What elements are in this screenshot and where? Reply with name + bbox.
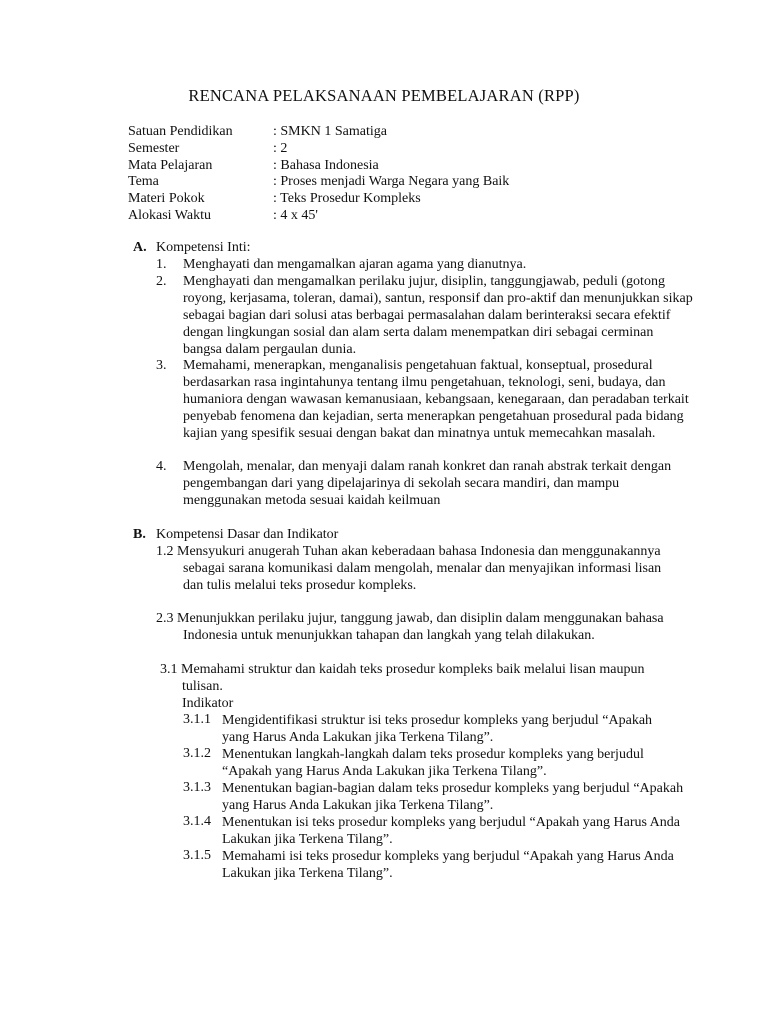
- ki-item-text: Menghayati dan mengamalkan perilaku jujur, disiplin, tanggungjawab, peduli (gotong royong, kerjasama, toleran, damai), santun, responsif dan pro-aktif dan menunjukkan sikap sebagai bagian dari solusi atas berbagai permasalahan dalam berinteraksi secara efektif dengan lingkungan sosial dan alam serta dalam menempatkan diri sebagai cerminan bangsa dalam pergaulan dunia.: [183, 274, 693, 357]
- kd-1-2: 1.2 Mensyukuri anugerah Tuhan akan keberadaan bahasa Indonesia dan menggunakannya sebagai sarana komunikasi dalam mengolah, menalar dan menyajikan informasi lisan dan tulis melalui teks prosedur kompleks.: [156, 544, 662, 593]
- ki-item-number: 3.: [156, 358, 167, 373]
- identity-value: : Bahasa Indonesia: [273, 157, 379, 173]
- indicator-number: 3.1.3: [183, 780, 211, 795]
- kd-3-1: 3.1 Memahami struktur dan kaidah teks prosedur kompleks baik melalui lisan maupun tulisan.: [160, 662, 645, 694]
- indicator-text: Menentukan langkah-langkah dalam teks prosedur kompleks yang berjudul “Apakah yang Harus Anda Lakukan jika Terkena Tilang”.: [222, 747, 644, 779]
- identity-label: Alokasi Waktu: [128, 207, 211, 223]
- indicator-text: Mengidentifikasi struktur isi teks prosedur kompleks yang berjudul “Apakah yang Harus Anda Lakukan jika Terkena Tilang”.: [222, 713, 653, 745]
- identity-row-materi: [128, 191, 509, 208]
- ki-item-number: 2.: [156, 274, 167, 289]
- identity-row-satuan: [128, 124, 509, 141]
- indicator-number: 3.1.4: [183, 814, 211, 829]
- document-title: RENCANA PELAKSANAAN PEMBELAJARAN (RPP): [188, 86, 580, 105]
- indicator-text: Menentukan bagian-bagian dalam teks prosedur kompleks yang berjudul “Apakah yang Harus Anda Lakukan jika Terkena Tilang”.: [222, 781, 684, 813]
- identity-label: Semester: [128, 140, 180, 156]
- identity-label: Materi Pokok: [128, 191, 205, 207]
- identity-table: [128, 124, 509, 225]
- indikator-label: Indikator: [182, 696, 234, 711]
- identity-value: : Proses menjadi Warga Negara yang Baik: [273, 174, 510, 190]
- identity-row-alokasi: [128, 208, 509, 225]
- section-b-letter: B.: [133, 527, 146, 542]
- indicator-number: 3.1.5: [183, 848, 211, 863]
- identity-value: : 2: [273, 140, 288, 156]
- identity-row-semester: [128, 141, 509, 158]
- identity-value: : 4 x 45': [273, 207, 318, 223]
- indicator-text: Memahami isi teks prosedur kompleks yang berjudul “Apakah yang Harus Anda Lakukan jika Terkena Tilang”.: [222, 849, 674, 881]
- ki-item-text: Menghayati dan mengamalkan ajaran agama yang dianutnya.: [183, 257, 527, 272]
- identity-label: Satuan Pendidikan: [128, 124, 233, 139]
- identity-value: : SMKN 1 Samatiga: [273, 124, 387, 139]
- identity-row-mapel: [128, 158, 509, 175]
- section-a-letter: A.: [133, 240, 147, 255]
- identity-label: Tema: [128, 174, 159, 190]
- section-a-title: Kompetensi Inti:: [156, 240, 251, 255]
- identity-value: : Teks Prosedur Kompleks: [273, 191, 421, 207]
- ki-item-text: Memahami, menerapkan, menganalisis pengetahuan faktual, konseptual, prosedural berdasarkan rasa ingintahunya tentang ilmu pengetahuan, teknologi, seni, budaya, dan humaniora dengan wawasan kemanusiaan, kebangsaan, kenegaraan, dan peradaban terkait penyebab fenomena dan kejadian, serta menerapkan pengetahuan prosedural pada bidang kajian yang spesifik sesuai dengan bakat dan minatnya untuk memecahkan masalah.: [183, 358, 689, 441]
- ki-item-text: Mengolah, menalar, dan menyaji dalam ranah konkret dan ranah abstrak terkait dengan pengembangan dari yang dipelajarinya di sekolah secara mandiri, dan mampu menggunakan metoda sesuai kaidah keilmuan: [183, 459, 672, 508]
- kd-2-3: 2.3 Menunjukkan perilaku jujur, tanggung jawab, dan disiplin dalam menggunakan bahasa Indonesia untuk menunjukkan tahapan dan langkah yang telah dilakukan.: [156, 611, 664, 643]
- identity-label: Mata Pelajaran: [128, 157, 213, 173]
- section-b-title: Kompetensi Dasar dan Indikator: [156, 527, 339, 542]
- identity-row-tema: [128, 174, 509, 191]
- indicator-number: 3.1.2: [183, 746, 211, 761]
- indicator-text: Menentukan isi teks prosedur kompleks yang berjudul “Apakah yang Harus Anda Lakukan jika Terkena Tilang”.: [222, 815, 681, 847]
- indicator-number: 3.1.1: [183, 712, 211, 727]
- ki-item-number: 4.: [156, 459, 167, 474]
- ki-item-number: 1.: [156, 257, 167, 272]
